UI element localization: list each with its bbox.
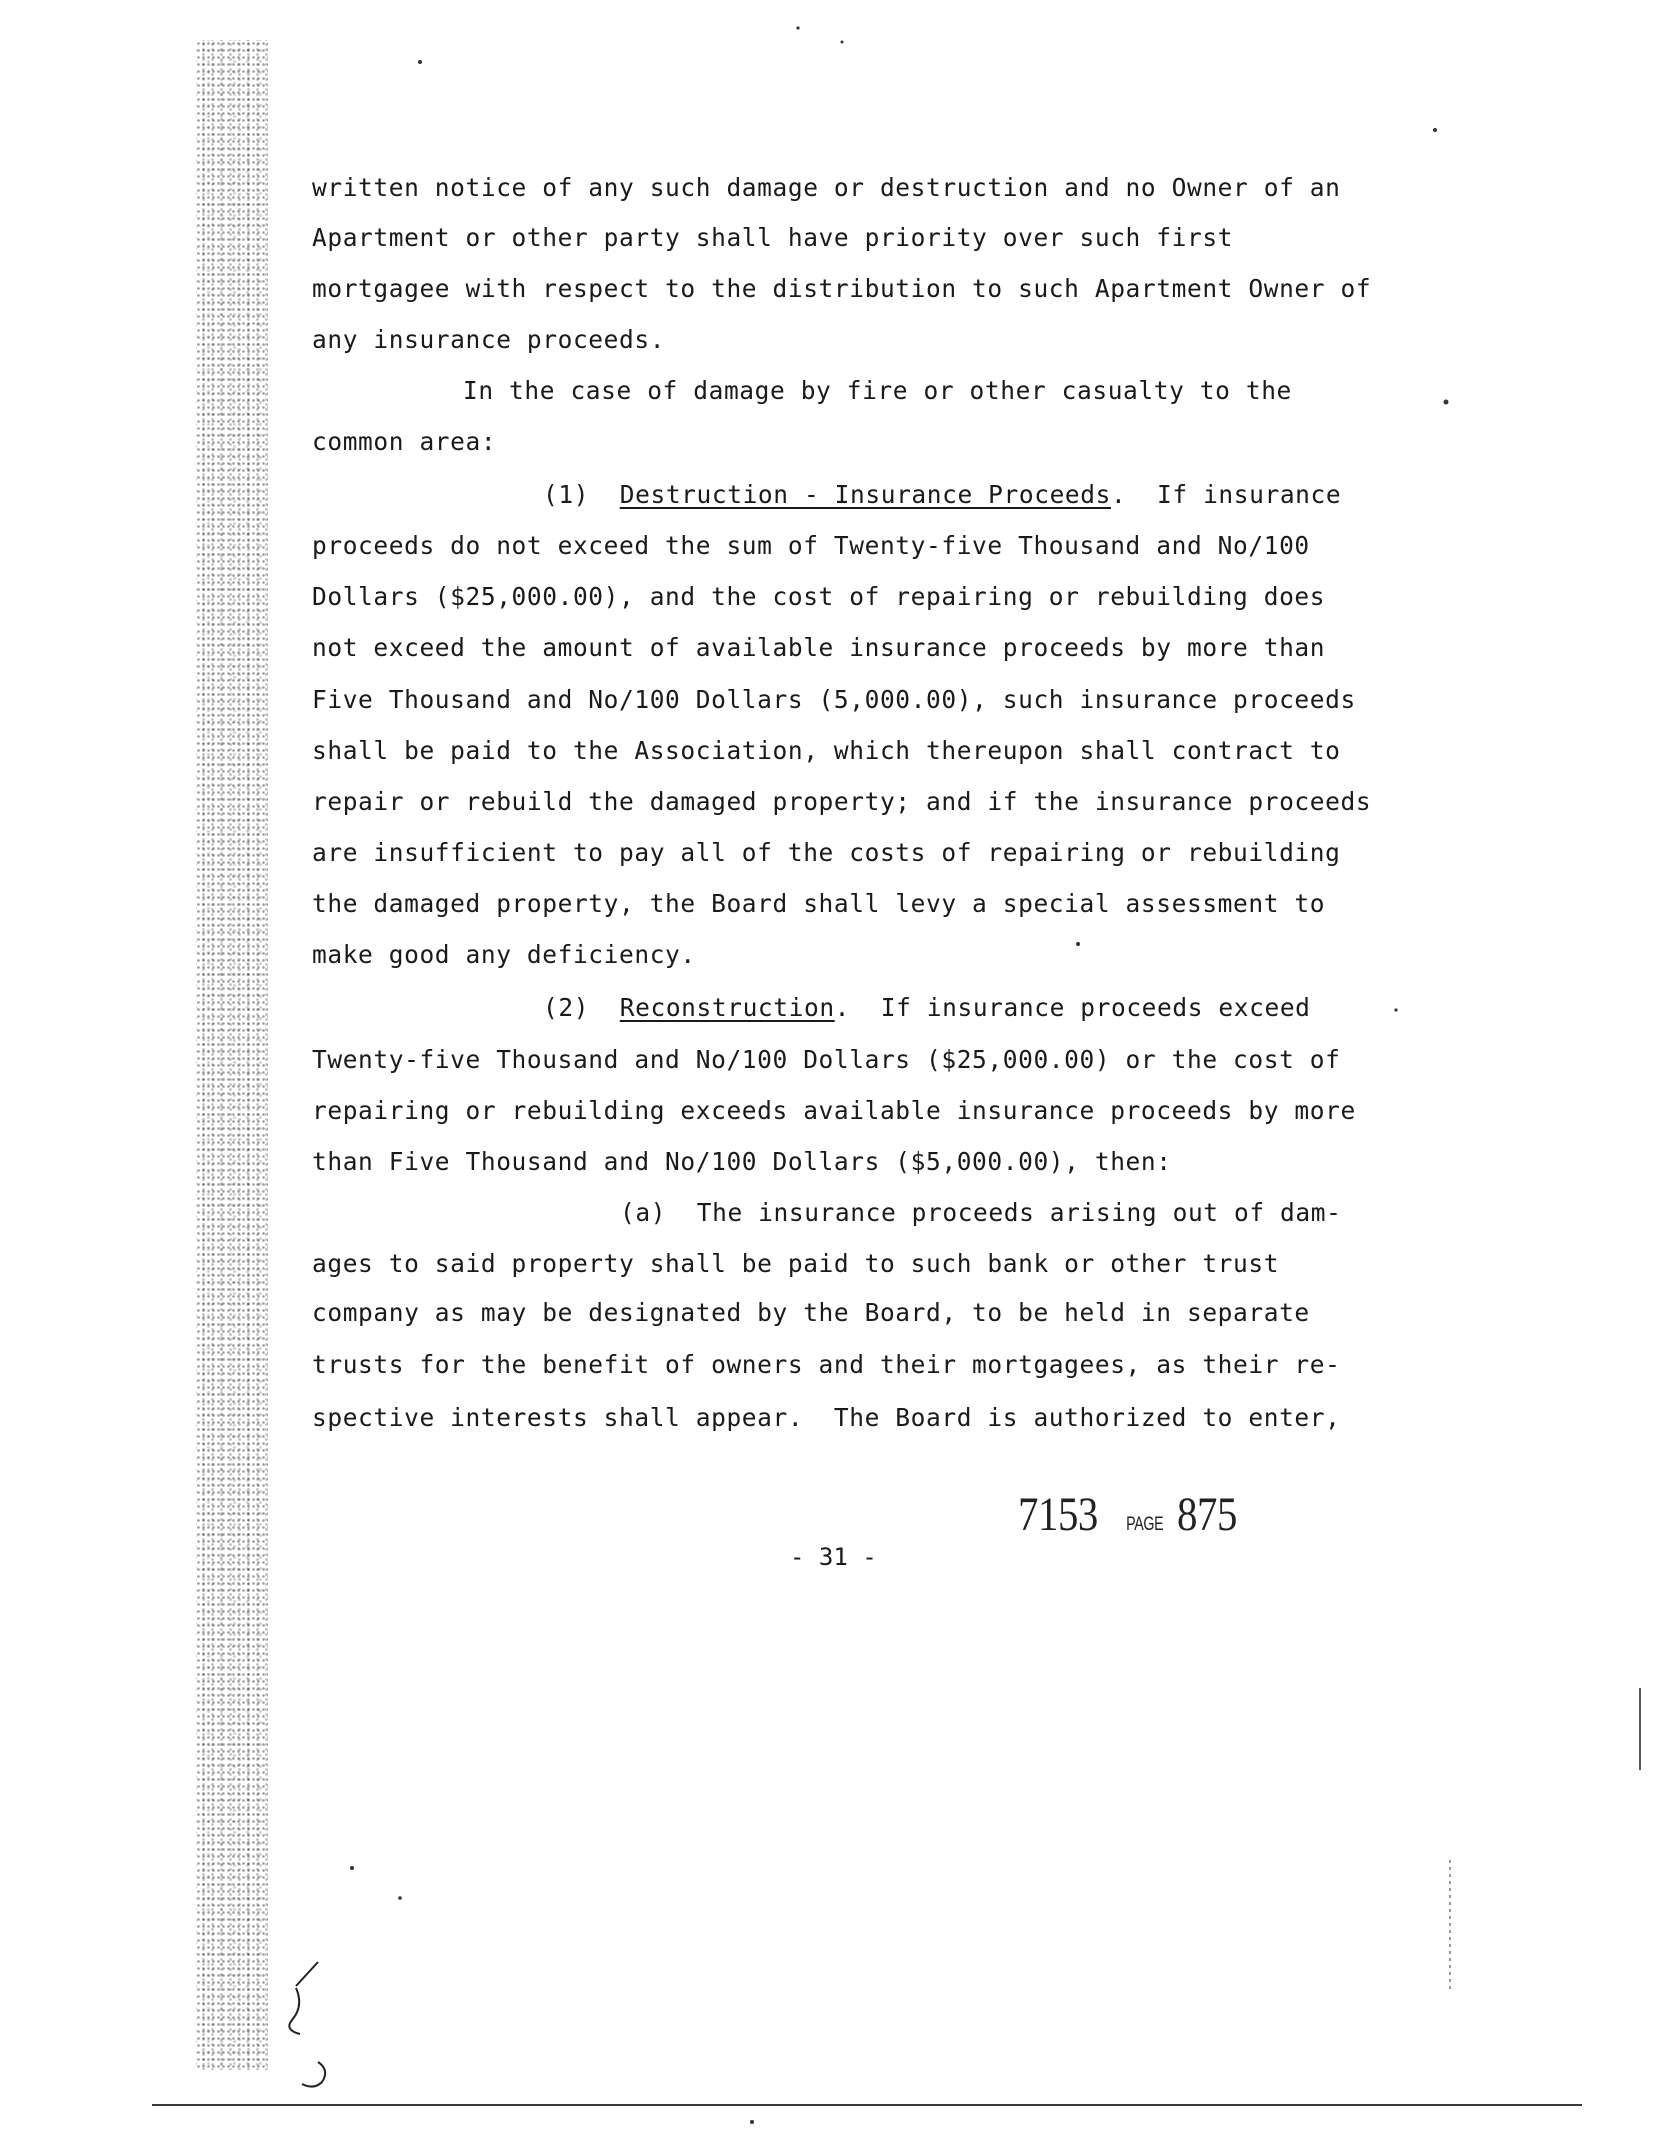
text-line: written notice of any such damage or destruction and no Owner of an <box>312 173 1341 202</box>
speck <box>1433 128 1437 132</box>
text-line: company as may be designated by the Board, to be held in separate <box>312 1298 1310 1327</box>
text-line: proceeds do not exceed the sum of Twenty-five Thousand and No/100 <box>312 531 1310 560</box>
text-line: the damaged property, the Board shall levy a special assessment to <box>312 889 1326 918</box>
text-line: common area: <box>312 427 497 456</box>
text-line: Five Thousand and No/100 Dollars (5,000.00), such insurance proceeds <box>312 685 1356 714</box>
text-line: ages to said property shall be paid to such bank or other trust <box>312 1249 1280 1278</box>
text-line: (a) The insurance proceeds arising out of dam- <box>620 1198 1342 1227</box>
bottom-rule <box>152 2104 1582 2106</box>
section-heading: Reconstruction <box>619 993 835 1022</box>
text-line: are insufficient to pay all of the costs of repairing or rebuilding <box>312 838 1341 867</box>
pen-mark <box>302 2062 325 2087</box>
speck <box>350 1866 354 1870</box>
text-line: Dollars ($25,000.00), and the cost of repairing or rebuilding does <box>312 582 1326 611</box>
text-line: than Five Thousand and No/100 Dollars ($5,000.00), then: <box>312 1147 1172 1176</box>
text-line: any insurance proceeds. <box>312 325 666 354</box>
pen-mark <box>289 1962 318 2034</box>
text-line: make good any deficiency. <box>312 940 696 969</box>
text-line: spective interests shall appear. The Board is authorized to enter, <box>312 1403 1341 1432</box>
section-number: (2) <box>543 993 620 1022</box>
page-label: PAGE <box>1126 1514 1164 1535</box>
text-line: mortgagee with respect to the distribution to such Apartment Owner of <box>312 274 1372 303</box>
section-text: . If insurance proceeds exceed <box>834 993 1311 1022</box>
section-heading-line <box>543 480 1341 510</box>
speck <box>398 1896 402 1900</box>
section-number: (1) <box>543 480 620 509</box>
book-number: 7153 <box>1018 1488 1098 1541</box>
speck <box>841 41 844 44</box>
text-line: not exceed the amount of available insurance proceeds by more than <box>312 633 1326 662</box>
speck <box>750 2120 754 2124</box>
page-number: - 31 - <box>790 1543 877 1571</box>
text-line: trusts for the benefit of owners and their mortgagees, as their re- <box>312 1350 1341 1379</box>
text-line: Twenty-five Thousand and No/100 Dollars ($25,000.00) or the cost of <box>312 1045 1341 1074</box>
section-text: . If insurance <box>1110 480 1342 509</box>
speck <box>796 26 799 29</box>
text-line: repair or rebuild the damaged property; and if the insurance proceeds <box>312 787 1372 816</box>
book-page-stamp <box>1018 1490 1248 1540</box>
section-heading: Destruction - Insurance Proceeds <box>619 480 1111 509</box>
text-line: Apartment or other party shall have priority over such first <box>312 223 1234 252</box>
text-line: shall be paid to the Association, which thereupon shall contract to <box>312 736 1341 765</box>
stamp-page-number: 875 <box>1177 1488 1238 1541</box>
speck <box>1394 1008 1397 1011</box>
text-line: repairing or rebuilding exceeds available insurance proceeds by more <box>312 1096 1356 1125</box>
speck <box>418 60 422 64</box>
section-heading-line <box>543 993 1311 1023</box>
speck <box>1444 400 1449 405</box>
text-line: In the case of damage by fire or other casualty to the <box>463 376 1292 405</box>
speck <box>1076 942 1080 946</box>
